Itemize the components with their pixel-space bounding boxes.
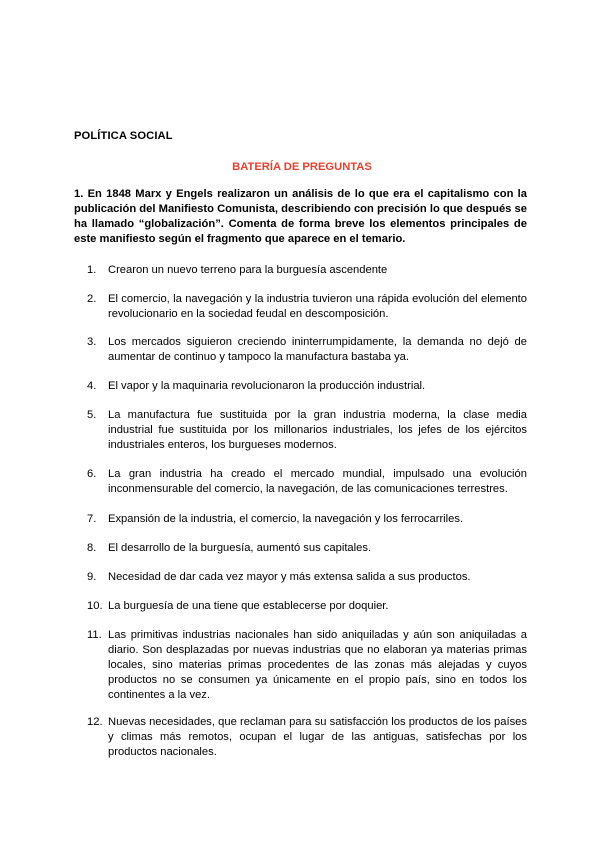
list-item bbox=[87, 628, 527, 703]
list-item-text: La burguesía de una tiene que establecerse por doquier. bbox=[108, 600, 389, 612]
list-item bbox=[87, 408, 527, 453]
list-item bbox=[87, 379, 527, 394]
list-item bbox=[87, 715, 527, 760]
list-item-text: Crearon un nuevo terreno para la burguesía ascendente bbox=[108, 264, 388, 276]
list-item-number: 8. bbox=[87, 542, 97, 554]
list-item bbox=[87, 467, 527, 497]
list-item bbox=[87, 570, 527, 585]
list-item-number: 4. bbox=[87, 380, 97, 392]
list-item bbox=[87, 292, 527, 322]
list-item-number: 5. bbox=[87, 409, 97, 421]
list-item-text: La gran industria ha creado el mercado mundial, impulsado una evolución inconmensurable del comercio, la navegación, de las comunicaciones terrestres. bbox=[108, 468, 527, 495]
list-item-number: 7. bbox=[87, 513, 97, 525]
document-subtitle: BATERÍA DE PREGUNTAS bbox=[232, 161, 372, 173]
list-item-number: 3. bbox=[87, 336, 97, 348]
list-item bbox=[87, 263, 527, 278]
list-item-text: Los mercados siguieron creciendo ininterrumpidamente, la demanda no dejó de aumentar de continuo y tampoco la manufactura bastaba ya. bbox=[108, 336, 527, 363]
list-item bbox=[87, 599, 527, 614]
list-item bbox=[87, 541, 527, 556]
list-item-text: Expansión de la industria, el comercio, la navegación y los ferrocarriles. bbox=[108, 513, 464, 525]
list-item bbox=[87, 335, 527, 365]
list-item-number: 6. bbox=[87, 468, 97, 480]
list-item-text: Las primitivas industrias nacionales han sido aniquiladas y aún son aniquiladas a diario. Son desplazadas por nuevas industrias que no elaboran ya materias primas locales, sino materias primas procedentes de las zonas más alejadas y cuyos productos no se consumen ya únicamente en el propio país, sino en todos los continentes a la vez. bbox=[108, 629, 527, 701]
list-item bbox=[87, 512, 527, 527]
question-text: 1. En 1848 Marx y Engels realizaron un análisis de lo que era el capitalismo con la publicación del Manifiesto Comunista, describiendo con precisión lo que después se ha llamado “globalización”. Comenta de forma breve los elementos principales de este manifiesto según el fragmento que aparece en el temario. bbox=[74, 188, 527, 245]
list-item-text: Necesidad de dar cada vez mayor y más extensa salida a sus productos. bbox=[108, 571, 471, 583]
list-item-text: El comercio, la navegación y la industria tuvieron una rápida evolución del elemento revolucionario en la sociedad feudal en descomposición. bbox=[108, 293, 527, 320]
list-item-number: 11. bbox=[87, 629, 102, 641]
list-item-number: 1. bbox=[87, 264, 97, 276]
list-item-text: El desarrollo de la burguesía, aumentó sus capitales. bbox=[108, 542, 372, 554]
list-item-text: La manufactura fue sustituida por la gran industria moderna, la clase media industrial fue sustituida por los millonarios industriales, los jefes de los ejércitos industriales enteros, los burgueses modernos. bbox=[108, 409, 527, 451]
list-item-text: El vapor y la maquinaria revolucionaron la producción industrial. bbox=[108, 380, 426, 392]
document-heading: POLÍTICA SOCIAL bbox=[74, 130, 173, 142]
list-item-text: Nuevas necesidades, que reclaman para su satisfacción los productos de los países y climas más remotos, ocupan el lugar de las antiguas, satisfechas por los productos nacionales. bbox=[108, 716, 527, 758]
list-item-number: 9. bbox=[87, 571, 97, 583]
list-item-number: 2. bbox=[87, 293, 97, 305]
list-item-number: 12. bbox=[87, 716, 103, 728]
list-item-number: 10. bbox=[87, 600, 103, 612]
